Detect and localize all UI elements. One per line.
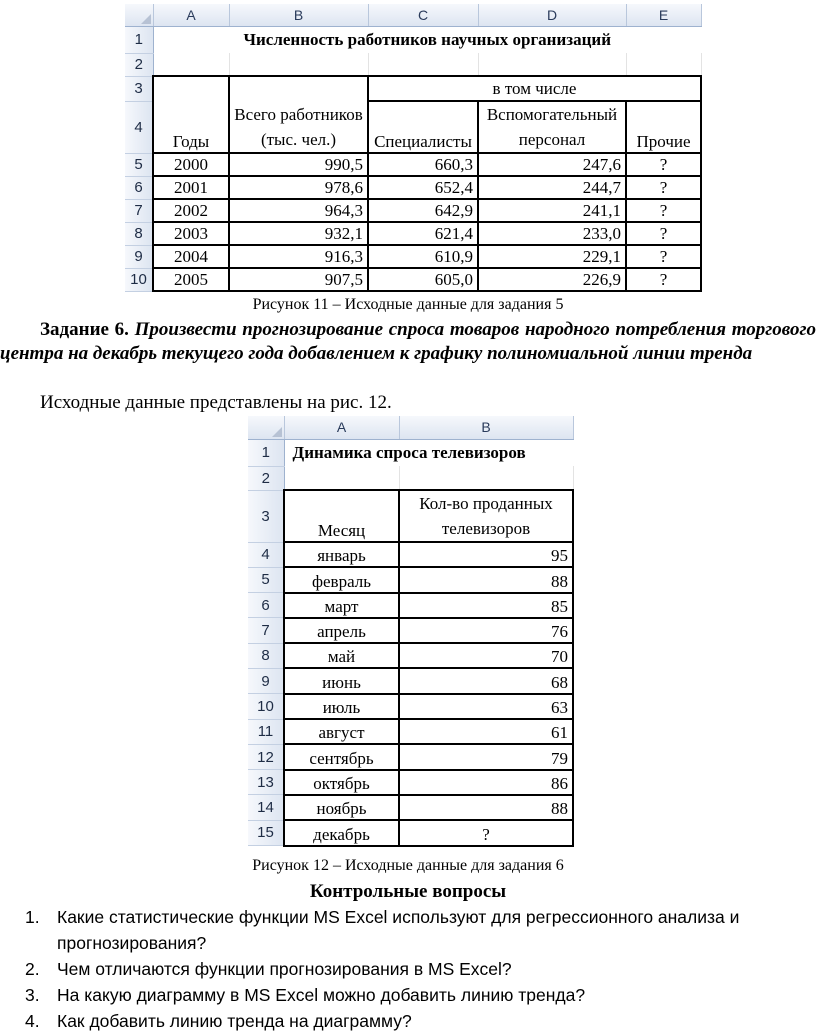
month-cell[interactable]: март xyxy=(284,593,399,618)
count-cell[interactable]: 70 xyxy=(399,643,573,668)
question-text: Чем отличаются функции прогнозирования в MS Excel? xyxy=(57,959,512,979)
count-cell[interactable]: 95 xyxy=(399,542,573,567)
table-row xyxy=(125,176,701,199)
table-row xyxy=(248,567,573,592)
table-row xyxy=(248,744,573,769)
row-header[interactable]: 3 xyxy=(125,76,153,101)
row-header[interactable]: 7 xyxy=(248,618,284,643)
row-header[interactable]: 5 xyxy=(125,153,153,176)
cell[interactable] xyxy=(478,53,626,76)
month-cell[interactable]: май xyxy=(284,643,399,668)
column-header-a[interactable]: A xyxy=(153,4,229,26)
cell[interactable] xyxy=(626,53,701,76)
year-cell[interactable]: 2005 xyxy=(153,268,229,291)
header-total: Всего работников (тыс. чел.) xyxy=(229,76,368,153)
row-header[interactable]: 3 xyxy=(248,490,284,542)
specialists-cell[interactable]: 652,4 xyxy=(368,176,478,199)
count-cell[interactable]: 76 xyxy=(399,618,573,643)
cell[interactable] xyxy=(368,53,478,76)
table-row xyxy=(248,668,573,693)
row-header[interactable]: 11 xyxy=(248,719,284,744)
spreadsheet-table-2 xyxy=(248,416,574,847)
count-cell[interactable]: 88 xyxy=(399,567,573,592)
question-item xyxy=(25,1008,816,1034)
row-header[interactable]: 13 xyxy=(248,770,284,795)
row-header[interactable]: 12 xyxy=(248,744,284,769)
source-note: Исходные данные представлены на рис. 12. xyxy=(40,392,392,413)
row-header[interactable]: 10 xyxy=(248,694,284,719)
row-header[interactable]: 2 xyxy=(125,53,153,76)
select-all-corner[interactable] xyxy=(125,4,153,26)
question-number: 1. xyxy=(25,907,40,927)
question-text: Как добавить линию тренда на диаграмму? xyxy=(57,1011,412,1031)
table-row xyxy=(125,245,701,268)
table-row xyxy=(125,199,701,222)
column-header-e[interactable]: E xyxy=(626,4,701,26)
other-cell[interactable]: ? xyxy=(626,222,701,245)
month-cell[interactable]: сентябрь xyxy=(284,744,399,769)
row-header[interactable]: 5 xyxy=(248,567,284,592)
other-cell[interactable]: ? xyxy=(626,245,701,268)
year-cell[interactable]: 2003 xyxy=(153,222,229,245)
table-row xyxy=(248,542,573,567)
row-header[interactable]: 9 xyxy=(248,668,284,693)
question-text: Какие статистические функции MS Excel используют для регрессионного анализа и прогнозирования? xyxy=(57,907,740,953)
table-title: Динамика спроса телевизоров xyxy=(292,442,526,462)
column-header-a[interactable]: A xyxy=(284,416,399,439)
figure-caption-11: Рисунок 11 – Исходные данные для задания 5 xyxy=(252,296,564,313)
table-row xyxy=(248,694,573,719)
specialists-cell[interactable]: 642,9 xyxy=(368,199,478,222)
question-item xyxy=(25,956,816,982)
row-header[interactable]: 6 xyxy=(125,176,153,199)
column-header-b[interactable]: B xyxy=(229,4,368,26)
month-cell[interactable]: декабрь xyxy=(284,820,399,845)
support-cell[interactable]: 244,7 xyxy=(478,176,626,199)
table-row xyxy=(248,643,573,668)
month-cell[interactable]: ноябрь xyxy=(284,795,399,820)
specialists-cell[interactable]: 605,0 xyxy=(368,268,478,291)
select-all-corner[interactable] xyxy=(248,416,284,439)
table-row xyxy=(125,268,701,291)
total-cell[interactable]: 907,5 xyxy=(229,268,368,291)
column-header-b[interactable]: B xyxy=(399,416,573,439)
row-header[interactable]: 4 xyxy=(248,542,284,567)
month-cell[interactable]: август xyxy=(284,719,399,744)
header-support: Вспомогательный персонал xyxy=(478,101,626,153)
count-cell[interactable]: 68 xyxy=(399,668,573,693)
column-header-c[interactable]: C xyxy=(368,4,478,26)
table-title: Численность работников научных организаций xyxy=(243,29,611,49)
task-label: Задание 6. xyxy=(40,319,129,340)
count-cell[interactable]: 86 xyxy=(399,770,573,795)
table-row xyxy=(248,795,573,820)
support-cell[interactable]: 229,1 xyxy=(478,245,626,268)
row-header[interactable]: 9 xyxy=(125,245,153,268)
column-header-d[interactable]: D xyxy=(478,4,626,26)
year-cell[interactable]: 2001 xyxy=(153,176,229,199)
month-cell[interactable]: апрель xyxy=(284,618,399,643)
question-number: 4. xyxy=(25,1011,40,1031)
row-header[interactable]: 1 xyxy=(248,439,284,466)
total-cell[interactable]: 990,5 xyxy=(229,153,368,176)
task-paragraph xyxy=(0,318,816,366)
header-count: Кол-во проданных телевизоров xyxy=(399,490,573,542)
row-header[interactable]: 10 xyxy=(125,268,153,291)
row-header[interactable]: 6 xyxy=(248,593,284,618)
spreadsheet-table-1 xyxy=(125,4,702,292)
other-cell[interactable]: ? xyxy=(626,268,701,291)
question-text: На какую диаграмму в MS Excel можно добавить линию тренда? xyxy=(57,985,586,1005)
task-text: Произвести прогнозирование спроса товаров народного потребления торгового центра на декабрь текущего года добавлением к графику полиномиальной линии тренда xyxy=(0,319,816,364)
row-header[interactable]: 1 xyxy=(125,26,153,53)
table-row xyxy=(125,222,701,245)
cell[interactable] xyxy=(284,466,399,490)
support-cell[interactable]: 226,9 xyxy=(478,268,626,291)
cell[interactable] xyxy=(153,53,229,76)
specialists-cell[interactable]: 621,4 xyxy=(368,222,478,245)
table-row xyxy=(248,820,573,845)
support-cell[interactable]: 241,1 xyxy=(478,199,626,222)
table-row xyxy=(248,618,573,643)
column-header-row xyxy=(248,416,573,439)
month-cell[interactable]: июнь xyxy=(284,668,399,693)
table-row xyxy=(248,770,573,795)
month-cell[interactable]: июль xyxy=(284,694,399,719)
row-header[interactable]: 8 xyxy=(125,222,153,245)
count-cell[interactable]: ? xyxy=(399,820,573,845)
count-cell[interactable]: 63 xyxy=(399,694,573,719)
header-specialists: Специалисты xyxy=(368,101,478,153)
question-item xyxy=(25,904,816,956)
row-header[interactable]: 8 xyxy=(248,643,284,668)
question-item xyxy=(25,982,816,1008)
total-cell[interactable]: 964,3 xyxy=(229,199,368,222)
other-cell[interactable]: ? xyxy=(626,176,701,199)
month-cell[interactable]: октябрь xyxy=(284,770,399,795)
table-row xyxy=(248,719,573,744)
row-header[interactable]: 2 xyxy=(248,466,284,490)
total-cell[interactable]: 916,3 xyxy=(229,245,368,268)
other-cell[interactable]: ? xyxy=(626,199,701,222)
month-cell[interactable]: январь xyxy=(284,542,399,567)
figure-caption-12: Рисунок 12 – Исходные данные для задания 6 xyxy=(252,857,564,874)
row-header[interactable]: 4 xyxy=(125,101,153,153)
cell[interactable] xyxy=(399,466,573,490)
header-group: в том числе xyxy=(368,76,701,101)
total-cell[interactable]: 932,1 xyxy=(229,222,368,245)
row-header[interactable]: 15 xyxy=(248,820,284,845)
count-cell[interactable]: 88 xyxy=(399,795,573,820)
specialists-cell[interactable]: 660,3 xyxy=(368,153,478,176)
year-cell[interactable]: 2000 xyxy=(153,153,229,176)
support-cell[interactable]: 233,0 xyxy=(478,222,626,245)
header-month: Месяц xyxy=(284,490,399,542)
question-number: 2. xyxy=(25,959,40,979)
row-header[interactable]: 14 xyxy=(248,795,284,820)
month-cell[interactable]: февраль xyxy=(284,567,399,592)
table-row xyxy=(125,153,701,176)
support-cell[interactable]: 247,6 xyxy=(478,153,626,176)
count-cell[interactable]: 85 xyxy=(399,593,573,618)
other-cell[interactable]: ? xyxy=(626,153,701,176)
count-cell[interactable]: 61 xyxy=(399,719,573,744)
cell[interactable] xyxy=(229,53,368,76)
questions-list xyxy=(25,904,816,1034)
year-cell[interactable]: 2002 xyxy=(153,199,229,222)
table-row xyxy=(248,593,573,618)
count-cell[interactable]: 79 xyxy=(399,744,573,769)
year-cell[interactable]: 2004 xyxy=(153,245,229,268)
column-header-row xyxy=(125,4,701,26)
row-header[interactable]: 7 xyxy=(125,199,153,222)
header-years: Годы xyxy=(153,76,229,153)
header-other: Прочие xyxy=(626,101,701,153)
questions-title: Контрольные вопросы xyxy=(309,881,507,902)
question-number: 3. xyxy=(25,985,40,1005)
specialists-cell[interactable]: 610,9 xyxy=(368,245,478,268)
total-cell[interactable]: 978,6 xyxy=(229,176,368,199)
